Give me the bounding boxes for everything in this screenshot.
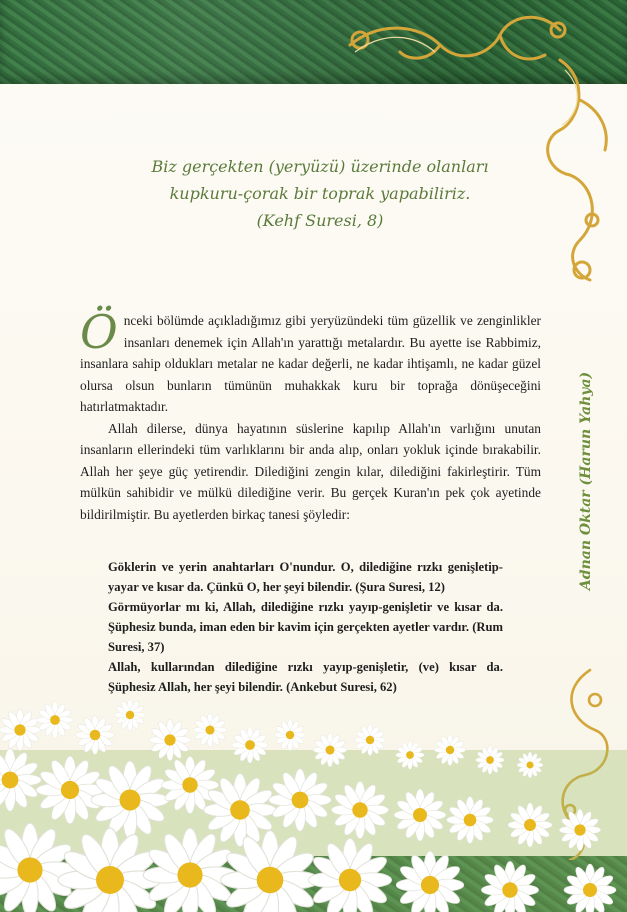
drop-cap: Ö xyxy=(80,305,118,359)
daisy xyxy=(274,719,305,750)
quote-line-1: Biz gerçekten (yeryüzü) üzerinde olanları xyxy=(151,157,489,176)
gold-ornament-top-icon xyxy=(330,0,627,290)
paragraph-1 xyxy=(80,305,541,418)
verse-1: Göklerin ve yerin anahtarları O'nundur. O, dilediğine rızkı genişletip-yayar ve kısar da. Çünkü O, her şeyi bilendir. (Şura Suresi, 12) xyxy=(108,560,503,594)
paragraph-2: Allah dilerse, dünya hayatının süslerine kapılıp Allah'ın varlığını unutan insanların ellerindeki tüm varlıklarını bir anda alıp, onları yokluk içinde bırakabilir. Allah her şeye güç yetirendir. Dilediğini zengin kılar, dilediğini fakirleştirir. Tüm mülkün sahibidir ve mülkü dilediğine verir. Bu gerçek Kuran'ın pek çok ayetinde bildirilmiştir. Bu ayetlerden birkaç tanesi şöyledir: xyxy=(80,420,541,522)
epigraph-quote xyxy=(110,153,530,234)
daisy xyxy=(193,713,227,747)
daisy xyxy=(114,699,145,730)
quote-reference: (Kehf Suresi, 8) xyxy=(256,211,384,230)
quote-line-2: kupkuru-çorak bir toprak yapabiliriz. xyxy=(169,184,471,203)
daisy-flowers-image xyxy=(0,690,627,912)
verse-3: Allah, kullarından dilediğine rızkı yayıp-genişletir, (ve) kısar da. Şüphesiz Allah, her şeyi bilendir. (Ankebut Suresi, 62) xyxy=(108,660,503,694)
daisy xyxy=(37,702,73,738)
verse-block xyxy=(108,557,503,697)
paragraph-1-text: nceki bölümde açıkladığımız gibi yeryüzündeki tüm güzellik ve zenginlikler insanları denemek için Allah'ın yarattığı metalardır. Bu ayette ise Rabbimiz, insanlara sahip oldukları metalar ne kadar değerli, ne kadar ihtişamlı, ne kadar güzel olursa olsun bunların tümünün muhakkak kuru bir toprağa dönüşeceğini hatırlatmaktadır. xyxy=(80,313,541,414)
daisy xyxy=(76,716,115,755)
side-caption xyxy=(566,371,606,591)
verse-2: Görmüyorlar mı ki, Allah, dilediğine rızkı yayıp-genişletir ve kısar da. Şüphesiz bunda, iman eden bir kavim için gerçekten ayetler vardır. (Rum Suresi, 37) xyxy=(108,600,503,654)
body-text xyxy=(80,305,541,525)
author-caption: Adnan Oktar (Harun Yahya) xyxy=(578,371,594,591)
daisy xyxy=(0,709,41,751)
